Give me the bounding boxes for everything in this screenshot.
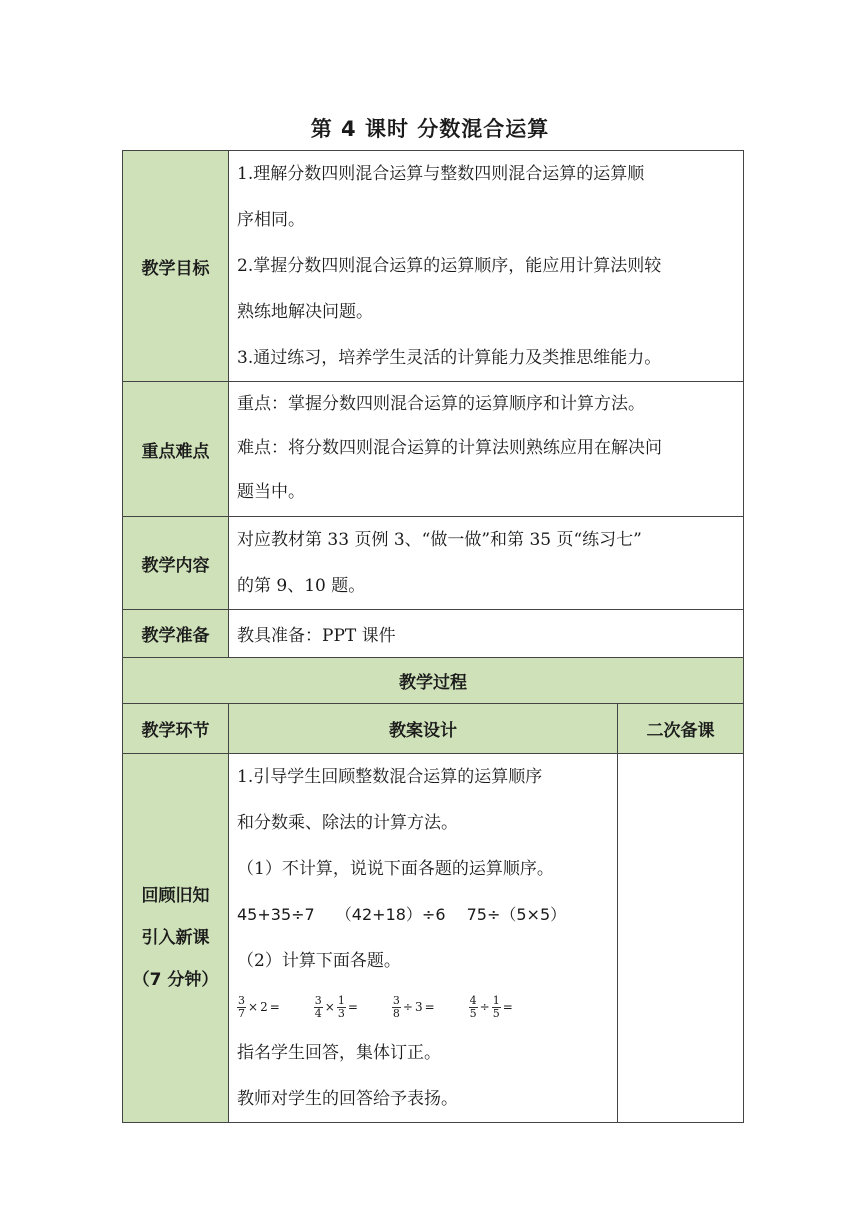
stage-label-line: 回顾旧知 — [141, 886, 210, 906]
denominator: 7 — [238, 1006, 245, 1020]
design-line: （1）不计算，说说下面各题的运算顺序。 — [237, 859, 554, 879]
page-title: 第 4 课时 分数混合运算 — [310, 117, 550, 141]
denominator: 5 — [492, 1006, 500, 1020]
operator: ÷ — [479, 1000, 490, 1014]
process-columns-row — [123, 704, 744, 754]
process-header-row — [123, 658, 744, 704]
design-line: 指名学生回答，集体订正。 — [237, 1043, 441, 1063]
column-design-header: 教案设计 — [229, 704, 618, 754]
revision-cell — [618, 754, 744, 1123]
numerator: 3 — [314, 993, 322, 1007]
objectives-content — [229, 151, 744, 382]
stage-design — [229, 754, 618, 1123]
operand: 3 — [414, 1000, 423, 1014]
fraction-expression — [314, 995, 358, 1020]
key-points-line: 难点：将分数四则混合运算的计算法则熟练应用在解决问 — [237, 438, 662, 458]
equals-sign: = — [269, 1000, 280, 1014]
stage-label-line: （7 分钟） — [132, 970, 219, 990]
fraction-expression — [469, 995, 513, 1020]
denominator: 4 — [314, 1006, 322, 1020]
lesson-plan-table — [122, 150, 744, 1123]
equals-sign: = — [347, 1000, 358, 1014]
column-stage-header: 教学环节 — [123, 704, 229, 754]
denominator: 8 — [392, 1006, 400, 1020]
key-points-line: 重点：掌握分数四则混合运算的运算顺序和计算方法。 — [237, 394, 645, 414]
stage-label — [123, 754, 229, 1123]
key-points-row — [123, 382, 744, 517]
operator: ÷ — [402, 1000, 413, 1014]
numerator: 3 — [392, 993, 400, 1007]
numerator: 3 — [238, 993, 245, 1007]
operand: 2 — [260, 1000, 268, 1014]
design-line: 45+35÷7 （42+18）÷6 75÷（5×5） — [237, 905, 567, 924]
content-line: 对应教材第 33 页例 3、“做一做”和第 35 页“练习七” — [237, 530, 642, 550]
equals-sign: = — [424, 1000, 435, 1014]
fraction-expression — [392, 995, 435, 1020]
preparation-label: 教学准备 — [123, 610, 229, 658]
operator: × — [324, 1000, 335, 1014]
content-text — [229, 517, 744, 610]
process-header: 教学过程 — [123, 658, 744, 704]
stage-label-line: 引入新课 — [141, 928, 210, 948]
preparation-text — [229, 610, 744, 658]
content-line: 的第 9、10 题。 — [237, 576, 366, 596]
design-line: 和分数乘、除法的计算方法。 — [237, 813, 458, 833]
objectives-row — [123, 151, 744, 382]
design-line: （2）计算下面各题。 — [237, 951, 401, 971]
design-line: 1.引导学生回顾整数混合运算的运算顺序 — [237, 767, 543, 787]
denominator: 3 — [337, 1006, 345, 1020]
content-row — [123, 517, 744, 610]
fraction-exercises — [237, 984, 609, 1030]
objectives-line: 1.理解分数四则混合运算与整数四则混合运算的运算顺 — [237, 164, 645, 184]
fraction-expression — [237, 995, 280, 1020]
objectives-line: 熟练地解决问题。 — [237, 302, 373, 322]
equals-sign: = — [502, 1000, 513, 1014]
operator: × — [248, 1000, 259, 1014]
preparation-value: 教具准备：PPT 课件 — [237, 626, 396, 646]
denominator: 5 — [469, 1006, 477, 1020]
objectives-line: 3.通过练习，培养学生灵活的计算能力及类推思维能力。 — [237, 348, 662, 368]
design-line: 教师对学生的回答给予表扬。 — [237, 1089, 458, 1109]
key-points-label: 重点难点 — [123, 382, 229, 517]
numerator: 1 — [492, 993, 500, 1007]
objectives-line: 2.掌握分数四则混合运算的运算顺序，能应用计算法则较 — [237, 256, 662, 276]
numerator: 4 — [469, 993, 477, 1007]
objectives-line: 序相同。 — [237, 210, 305, 230]
column-revision-header: 二次备课 — [618, 704, 744, 754]
preparation-row — [123, 610, 744, 658]
objectives-label: 教学目标 — [123, 151, 229, 382]
content-label: 教学内容 — [123, 517, 229, 610]
stage-row — [123, 754, 744, 1123]
numerator: 1 — [337, 993, 345, 1007]
key-points-line: 题当中。 — [237, 482, 305, 502]
key-points-content — [229, 382, 744, 517]
